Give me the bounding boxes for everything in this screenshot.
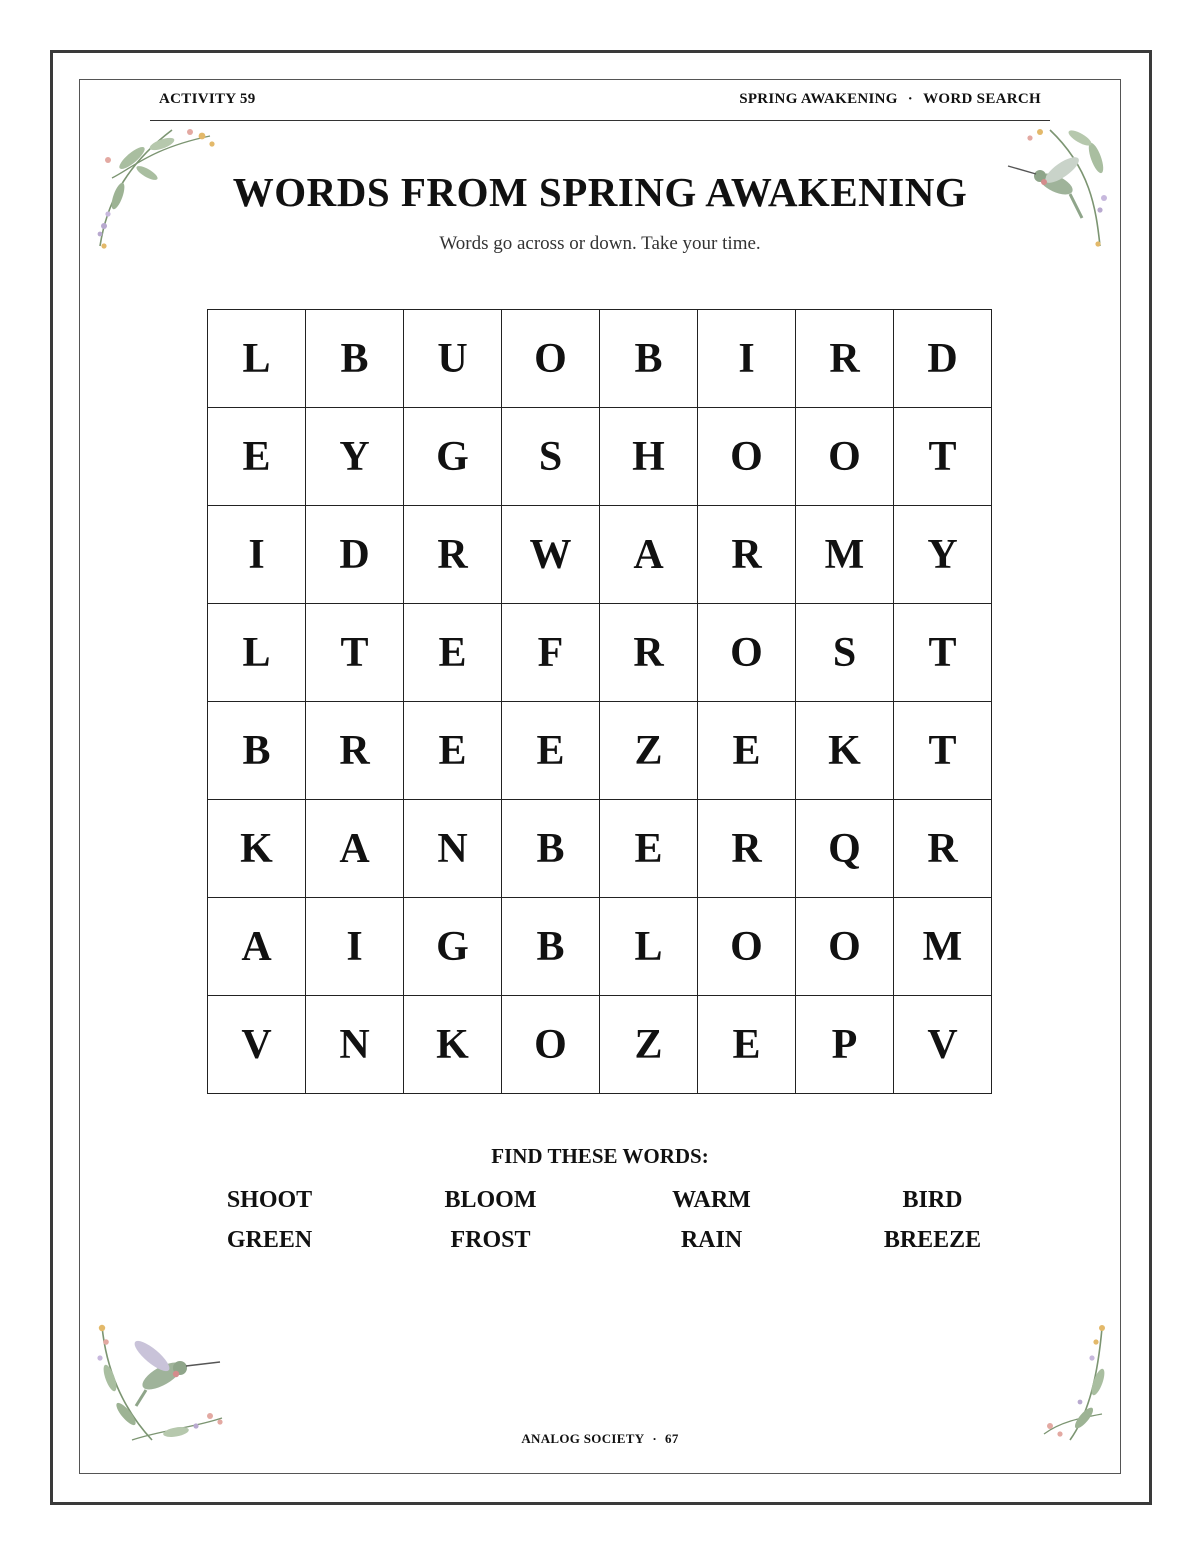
word-list-item: BREEZE xyxy=(883,1227,982,1253)
grid-cell[interactable]: D xyxy=(894,310,992,408)
grid-cell[interactable]: B xyxy=(502,898,600,996)
page-footer xyxy=(0,1431,1200,1447)
grid-cell[interactable]: Z xyxy=(600,702,698,800)
grid-cell[interactable]: O xyxy=(796,898,894,996)
grid-cell[interactable]: E xyxy=(600,800,698,898)
page-number: 67 xyxy=(665,1431,679,1446)
grid-cell[interactable]: M xyxy=(894,898,992,996)
word-search-grid xyxy=(207,309,992,1094)
section-label: SPRING AWAKENING xyxy=(739,91,898,107)
grid-cell[interactable]: E xyxy=(208,408,306,506)
grid-cell[interactable]: K xyxy=(404,996,502,1094)
grid-cell[interactable]: E xyxy=(404,604,502,702)
grid-cell[interactable]: U xyxy=(404,310,502,408)
grid-cell[interactable]: Q xyxy=(796,800,894,898)
activity-type-label: WORD SEARCH xyxy=(923,91,1041,107)
word-list-heading: FIND THESE WORDS: xyxy=(491,1144,709,1168)
grid-cell[interactable]: K xyxy=(796,702,894,800)
grid-cell[interactable]: R xyxy=(698,506,796,604)
grid-cell[interactable]: E xyxy=(698,996,796,1094)
grid-cell[interactable]: R xyxy=(306,702,404,800)
grid-cell[interactable]: R xyxy=(600,604,698,702)
grid-cell[interactable]: H xyxy=(600,408,698,506)
header-divider xyxy=(150,120,1050,121)
grid-cell[interactable]: N xyxy=(404,800,502,898)
grid-cell[interactable]: E xyxy=(698,702,796,800)
grid-cell[interactable]: O xyxy=(796,408,894,506)
grid-cell[interactable]: Z xyxy=(600,996,698,1094)
header-separator: · xyxy=(907,91,914,107)
grid-cell[interactable]: S xyxy=(502,408,600,506)
grid-cell[interactable]: E xyxy=(502,702,600,800)
grid-cell[interactable]: O xyxy=(502,996,600,1094)
word-list-item: WARM xyxy=(672,1187,751,1213)
instructions: Words go across or down. Take your time. xyxy=(439,233,761,254)
grid-cell[interactable]: E xyxy=(404,702,502,800)
grid-cell[interactable]: V xyxy=(894,996,992,1094)
grid-cell[interactable]: G xyxy=(404,898,502,996)
grid-cell[interactable]: A xyxy=(208,898,306,996)
grid-cell[interactable]: T xyxy=(306,604,404,702)
grid-cell[interactable]: D xyxy=(306,506,404,604)
page-title: WORDS FROM SPRING AWAKENING xyxy=(232,169,968,215)
grid-cell[interactable]: O xyxy=(698,408,796,506)
grid-cell[interactable]: N xyxy=(306,996,404,1094)
word-list-item: GREEN xyxy=(226,1227,313,1253)
footer-brand: ANALOG SOCIETY xyxy=(521,1431,645,1446)
grid-cell[interactable]: M xyxy=(796,506,894,604)
floral-corner-icon xyxy=(1040,1322,1115,1444)
grid-cell[interactable]: F xyxy=(502,604,600,702)
grid-cell[interactable]: L xyxy=(208,604,306,702)
word-list-item: BIRD xyxy=(902,1187,963,1213)
grid-cell[interactable]: B xyxy=(306,310,404,408)
word-list-item: RAIN xyxy=(680,1227,743,1253)
grid-cell[interactable]: T xyxy=(894,604,992,702)
activity-label: ACTIVITY 59 xyxy=(159,91,256,107)
word-list-item: FROST xyxy=(450,1227,531,1253)
grid-cell[interactable]: L xyxy=(600,898,698,996)
hummingbird-icon xyxy=(131,1336,220,1406)
header-section xyxy=(739,91,1041,108)
word-list-item: BLOOM xyxy=(444,1187,537,1213)
word-list xyxy=(159,1186,1043,1254)
grid-cell[interactable]: V xyxy=(208,996,306,1094)
word-list-item: SHOOT xyxy=(226,1187,313,1213)
grid-cell[interactable]: G xyxy=(404,408,502,506)
grid-cell[interactable]: T xyxy=(894,408,992,506)
grid-cell[interactable]: I xyxy=(208,506,306,604)
grid-cell[interactable]: R xyxy=(894,800,992,898)
grid-cell[interactable]: Y xyxy=(894,506,992,604)
grid-cell[interactable]: I xyxy=(698,310,796,408)
grid-cell[interactable]: B xyxy=(600,310,698,408)
footer-separator: · xyxy=(652,1431,658,1446)
floral-corner-icon xyxy=(92,1318,232,1446)
grid-cell[interactable]: K xyxy=(208,800,306,898)
grid-cell[interactable]: Y xyxy=(306,408,404,506)
grid-cell[interactable]: W xyxy=(502,506,600,604)
grid-cell[interactable]: T xyxy=(894,702,992,800)
grid-cell[interactable]: B xyxy=(208,702,306,800)
grid-cell[interactable]: B xyxy=(502,800,600,898)
grid-cell[interactable]: R xyxy=(698,800,796,898)
grid-cell[interactable]: P xyxy=(796,996,894,1094)
grid-cell[interactable]: R xyxy=(404,506,502,604)
grid-cell[interactable]: O xyxy=(698,604,796,702)
grid-cell[interactable]: L xyxy=(208,310,306,408)
grid-cell[interactable]: O xyxy=(502,310,600,408)
grid-cell[interactable]: I xyxy=(306,898,404,996)
grid-cell[interactable]: O xyxy=(698,898,796,996)
grid-cell[interactable]: S xyxy=(796,604,894,702)
grid-cell[interactable]: A xyxy=(306,800,404,898)
grid-cell[interactable]: R xyxy=(796,310,894,408)
grid-cell[interactable]: A xyxy=(600,506,698,604)
